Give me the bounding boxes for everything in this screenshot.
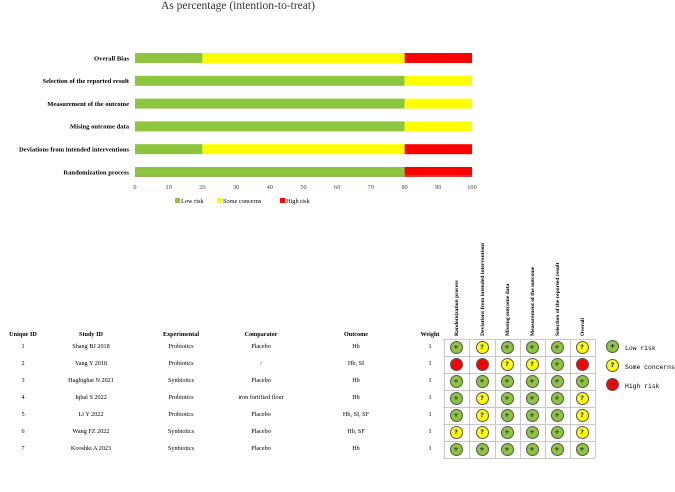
- judgement-low-icon: +: [526, 392, 539, 405]
- judgement-low-icon: +: [526, 443, 539, 456]
- bar-segment-low-risk: [135, 167, 405, 177]
- domain-header: Measurement of the outcome: [530, 266, 536, 336]
- cell-comparator: Placebo: [251, 428, 271, 435]
- judgement-some-icon: ?: [576, 392, 589, 405]
- legend-swatch: [217, 198, 222, 203]
- cell-unique-id: 1: [21, 343, 25, 350]
- judgement-high-icon: -: [476, 358, 489, 371]
- x-tick-label: 80: [401, 184, 408, 191]
- judgement-low-icon: +: [450, 392, 463, 405]
- cell-weight: 1: [428, 445, 432, 452]
- cell-weight: 1: [428, 360, 432, 367]
- cell-study-id: Iqbal S 2022: [75, 394, 107, 401]
- judgement-high-icon: -: [450, 358, 463, 371]
- legend-some-icon: ?: [606, 359, 619, 372]
- cell-outcome: Hb, SI: [347, 360, 365, 367]
- x-tick-label: 50: [300, 184, 307, 191]
- judgement-low-icon: +: [450, 443, 463, 456]
- category-label: Overall Bias: [94, 55, 129, 63]
- category-label: Randomization process: [63, 169, 129, 177]
- judgement-low-icon: +: [501, 426, 514, 439]
- cell-experimental: Probiotics: [168, 394, 194, 401]
- judgement-low-icon: +: [501, 341, 514, 354]
- x-tick-label: 30: [232, 184, 240, 191]
- judgement-low-icon: +: [526, 341, 539, 354]
- judgement-some-icon: ?: [476, 341, 489, 354]
- bar-segment-low-risk: [135, 76, 405, 86]
- cell-unique-id: 6: [21, 428, 25, 435]
- x-tick-label: 100: [467, 184, 477, 191]
- x-tick-label: 70: [367, 184, 375, 191]
- domain-header: Overall: [580, 317, 586, 336]
- judgement-some-icon: ?: [476, 392, 489, 405]
- judgement-low-icon: +: [526, 426, 539, 439]
- cell-study-id: Yang Y 2018: [74, 360, 108, 367]
- domain-header: Deviations from intended interventions: [480, 242, 486, 336]
- cell-unique-id: 7: [21, 445, 25, 452]
- cell-weight: 1: [428, 411, 432, 418]
- cell-experimental: Probiotics: [168, 360, 194, 367]
- grid-line: [469, 339, 470, 458]
- cell-study-id: Haghighat N 2021: [68, 377, 114, 384]
- x-tick-label: 0: [133, 184, 137, 191]
- judgement-some-icon: ?: [576, 341, 589, 354]
- bar-segment-low-risk: [135, 53, 202, 63]
- judgement-some-icon: ?: [576, 426, 589, 439]
- header-weight: Weight: [420, 331, 440, 338]
- judgement-low-icon: +: [501, 409, 514, 422]
- bar-segment-high-risk: [405, 167, 472, 177]
- judgement-low-icon: +: [551, 358, 564, 371]
- bar-segment-low-risk: [135, 99, 405, 109]
- judgement-low-icon: +: [576, 443, 589, 456]
- legend-label: Some concerns: [223, 198, 262, 205]
- judgement-low-icon: +: [551, 426, 564, 439]
- judgement-low-icon: +: [551, 341, 564, 354]
- bar-segment-low-risk: [135, 144, 202, 154]
- cell-study-id: Kooshki A 2023: [70, 445, 112, 452]
- legend-label: High risk: [625, 383, 660, 390]
- judgement-low-icon: +: [551, 392, 564, 405]
- cell-weight: 1: [428, 394, 432, 401]
- bar-segment-high-risk: [405, 53, 472, 63]
- cell-unique-id: 2: [21, 360, 25, 367]
- judgement-some-icon: ?: [476, 426, 489, 439]
- cell-unique-id: 5: [21, 411, 25, 418]
- bar-segment-low-risk: [135, 121, 405, 131]
- cell-weight: 1: [428, 428, 432, 435]
- x-tick-label: 10: [165, 184, 172, 191]
- bar-segment-some-concerns: [202, 144, 404, 154]
- cell-comparator: Placebo: [251, 343, 271, 350]
- cell-comparator: /: [260, 360, 262, 367]
- domain-header: Selection of the reported result: [555, 262, 561, 336]
- cell-outcome: Hb: [352, 445, 360, 452]
- judgement-low-icon: +: [476, 443, 489, 456]
- bar-segment-some-concerns: [405, 121, 472, 131]
- judgement-some-icon: ?: [501, 358, 514, 371]
- judgement-some-icon: ?: [450, 426, 463, 439]
- cell-comparator: Placebo: [251, 411, 271, 418]
- risk-of-bias-summary-chart: [0, 0, 669, 230]
- judgement-some-icon: ?: [476, 409, 489, 422]
- judgement-some-icon: ?: [526, 358, 539, 371]
- cell-study-id: Li Y 2022: [78, 411, 104, 418]
- header-experimental: Experimental: [162, 331, 200, 338]
- x-tick-label: 20: [199, 184, 206, 191]
- category-label: Measurement of the outcome: [47, 100, 129, 108]
- legend-label: Low risk: [625, 345, 656, 352]
- cell-outcome: Hb, SF: [347, 428, 365, 435]
- legend-label: Low risk: [181, 198, 204, 205]
- judgement-low-icon: +: [551, 443, 564, 456]
- cell-comparator: Placebo: [251, 377, 271, 384]
- cell-experimental: Probiotics: [168, 411, 194, 418]
- header-study-id: Study ID: [79, 331, 103, 338]
- grid-line: [545, 339, 546, 458]
- cell-experimental: Probiotics: [168, 343, 194, 350]
- domain-header: Missing outcome data: [505, 283, 511, 336]
- judgement-low-icon: +: [526, 375, 539, 388]
- judgement-low-icon: +: [501, 443, 514, 456]
- judgement-low-icon: +: [551, 375, 564, 388]
- legend-swatch: [280, 198, 285, 203]
- judgement-high-icon: -: [576, 358, 589, 371]
- grid-line: [443, 458, 595, 459]
- x-tick-label: 40: [266, 184, 273, 191]
- judgement-low-icon: +: [501, 392, 514, 405]
- bar-segment-some-concerns: [405, 99, 472, 109]
- header-comparator: Comparator: [244, 331, 278, 338]
- cell-comparator: Placebo: [251, 445, 271, 452]
- cell-outcome: Hb, SI, SF: [342, 411, 370, 418]
- judgement-low-icon: +: [450, 409, 463, 422]
- legend-label: High risk: [286, 198, 310, 205]
- cell-unique-id: 3: [21, 377, 25, 384]
- judgement-low-icon: +: [501, 375, 514, 388]
- judgement-low-icon: +: [551, 409, 564, 422]
- cell-experimental: Synbiotics: [167, 445, 195, 452]
- cell-comparator: iron fortified flour: [238, 394, 284, 401]
- judgement-low-icon: +: [526, 409, 539, 422]
- judgement-low-icon: +: [576, 375, 589, 388]
- legend-swatch: [175, 198, 180, 203]
- cell-experimental: Synbiotics: [167, 377, 195, 384]
- cell-unique-id: 4: [21, 394, 25, 401]
- cell-weight: 1: [428, 343, 432, 350]
- cell-outcome: Hb: [352, 394, 360, 401]
- judgement-low-icon: +: [450, 341, 463, 354]
- cell-weight: 1: [428, 377, 432, 384]
- grid-line: [495, 339, 496, 458]
- cell-experimental: Synbiotics: [167, 428, 195, 435]
- legend-label: Some concerns: [625, 364, 675, 371]
- grid-line: [570, 339, 571, 458]
- category-label: Selection of the reported result: [42, 78, 129, 86]
- grid-line: [520, 339, 521, 458]
- legend-high-icon: -: [606, 378, 619, 391]
- cell-study-id: Shang BJ 2018: [72, 343, 110, 350]
- category-label: Deviations from intended interventions: [19, 146, 129, 154]
- legend-low-icon: +: [606, 340, 619, 353]
- cell-outcome: Hb: [352, 343, 360, 350]
- bar-segment-some-concerns: [405, 76, 472, 86]
- judgement-some-icon: ?: [576, 409, 589, 422]
- x-tick-label: 90: [435, 184, 442, 191]
- judgement-low-icon: +: [450, 375, 463, 388]
- category-label: Mising outcome data: [70, 123, 129, 131]
- judgement-low-icon: +: [476, 375, 489, 388]
- x-tick-label: 60: [334, 184, 341, 191]
- bar-segment-high-risk: [405, 144, 472, 154]
- grid-line: [444, 339, 445, 458]
- chart-title: As percentage (intention-to-treat): [161, 0, 315, 12]
- grid-line: [595, 339, 596, 458]
- header-unique-id: Unique ID: [9, 331, 37, 338]
- cell-outcome: Hb: [352, 377, 360, 384]
- header-outcome: Outcome: [343, 331, 369, 338]
- cell-study-id: Wang FZ 2022: [72, 428, 110, 435]
- bar-segment-some-concerns: [202, 53, 404, 63]
- domain-header: Randomization process: [454, 280, 460, 336]
